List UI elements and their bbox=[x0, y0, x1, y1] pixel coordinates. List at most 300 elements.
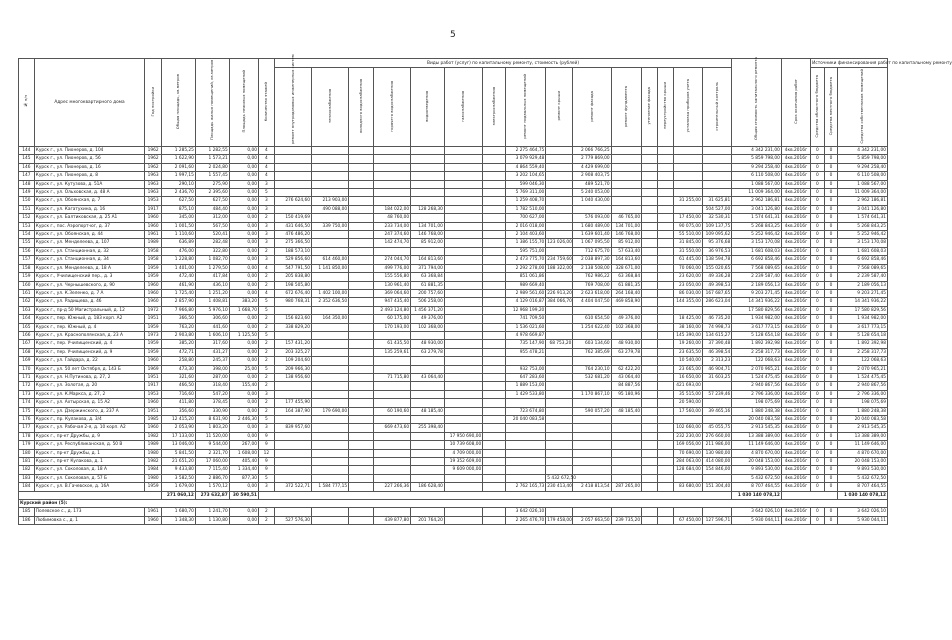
row-floors: 2 bbox=[258, 373, 274, 381]
table-row bbox=[19, 163, 888, 171]
row-source-owners: 6 110 508,00 bbox=[838, 172, 888, 180]
row-address: Любимовка с., д. 1 bbox=[34, 516, 144, 524]
row-work-cost bbox=[642, 373, 658, 381]
row-work-cost bbox=[657, 365, 673, 373]
row-work-cost: 23 620,00 bbox=[673, 273, 702, 281]
row-number: 162 bbox=[19, 298, 35, 306]
row-source-regional: 0 bbox=[811, 315, 825, 323]
row-work-cost bbox=[444, 474, 482, 482]
row-work-cost bbox=[444, 197, 482, 205]
row-work-cost bbox=[546, 373, 573, 381]
row-source-regional: 0 bbox=[811, 189, 825, 197]
row-term: 4кв.2016г bbox=[781, 432, 810, 440]
row-work-cost bbox=[483, 357, 506, 365]
table-row bbox=[19, 315, 888, 323]
row-work-cost bbox=[483, 222, 506, 230]
row-work-cost bbox=[411, 147, 445, 155]
table-row bbox=[19, 432, 888, 440]
row-area-total: 1 401,00 bbox=[162, 264, 196, 272]
row-work-cost bbox=[611, 432, 641, 440]
row-work-cost bbox=[311, 348, 348, 356]
row-source-regional: 0 bbox=[811, 516, 825, 524]
row-number: 148 bbox=[19, 180, 35, 188]
row-work-cost bbox=[546, 508, 573, 516]
header-floors bbox=[258, 59, 274, 147]
row-source-regional: 0 bbox=[811, 357, 825, 365]
row-work-cost: 45 055,75 bbox=[702, 424, 731, 432]
section-label: Курский район (5): bbox=[19, 500, 888, 508]
row-work-cost bbox=[483, 449, 506, 457]
row-work-cost bbox=[373, 163, 410, 171]
row-work-cost bbox=[483, 155, 506, 163]
row-work-cost bbox=[274, 172, 311, 180]
row-work-cost bbox=[444, 298, 482, 306]
row-work-cost bbox=[546, 222, 573, 230]
row-work-cost bbox=[274, 416, 311, 424]
row-area-nonliving: 1 125,50 bbox=[229, 331, 258, 339]
row-area-total: 290,10 bbox=[162, 180, 196, 188]
row-work-cost bbox=[657, 390, 673, 398]
row-work-cost bbox=[642, 516, 658, 524]
row-area-living: 9 544,00 bbox=[195, 441, 229, 449]
row-year: 1980 bbox=[145, 449, 162, 457]
row-source-local: 0 bbox=[824, 449, 838, 457]
row-area-total: 472,40 bbox=[162, 273, 196, 281]
row-work-cost bbox=[373, 441, 410, 449]
row-work-cost bbox=[349, 256, 374, 264]
row-area-total: 258,80 bbox=[162, 357, 196, 365]
header-works-group: Виды работ (услуг) по капитальному ремонту, стоимость (рублей) bbox=[274, 59, 732, 68]
row-work-cost: 3 202 104,65 bbox=[505, 172, 546, 180]
table-row bbox=[19, 264, 888, 272]
row-work-cost bbox=[483, 306, 506, 314]
row-address: Курск г., пер. Южный, д. 4 bbox=[34, 323, 144, 331]
row-work-cost bbox=[642, 298, 658, 306]
row-work-cost bbox=[311, 340, 348, 348]
row-work-cost: 338 829,20 bbox=[274, 323, 311, 331]
row-term: 4кв.2016г bbox=[781, 189, 810, 197]
row-work-cost bbox=[546, 306, 573, 314]
row-work-cost: 239 735,20 bbox=[611, 516, 641, 524]
row-area-living: 312,00 bbox=[195, 214, 229, 222]
row-area-total: 461,90 bbox=[162, 281, 196, 289]
table-row bbox=[19, 214, 888, 222]
row-work-cost bbox=[505, 458, 546, 466]
header-area-nonliving-label: Площадь нежилых помещений bbox=[240, 70, 246, 133]
header-work-label: газоснабжения bbox=[460, 90, 466, 122]
row-work-cost bbox=[546, 189, 573, 197]
row-work-cost bbox=[483, 516, 506, 524]
row-total-cost: 1 681 608,03 bbox=[732, 247, 782, 255]
row-work-cost bbox=[546, 416, 573, 424]
row-floors: 2 bbox=[258, 273, 274, 281]
row-work-cost bbox=[702, 508, 731, 516]
row-work-cost: 4 429 699,00 bbox=[573, 163, 611, 171]
row-work-cost: 2 352 636,50 bbox=[311, 298, 348, 306]
row-address: Курск г., ул. 50 лет Октября, д. 143 Б bbox=[34, 365, 144, 373]
row-source-regional: 0 bbox=[811, 331, 825, 339]
row-work-cost bbox=[483, 416, 506, 424]
row-work-cost bbox=[657, 340, 673, 348]
row-work-cost bbox=[546, 357, 573, 365]
row-work-cost bbox=[483, 340, 506, 348]
table-row bbox=[19, 449, 888, 457]
row-total-cost: 4 870 670,00 bbox=[732, 449, 782, 457]
row-work-cost: 95 376,68 bbox=[702, 239, 731, 247]
row-work-cost: 63 279,78 bbox=[611, 348, 641, 356]
row-term: 4кв.2016г bbox=[781, 222, 810, 230]
row-year: 1951 bbox=[145, 373, 162, 381]
row-term: 4кв.2016г bbox=[781, 357, 810, 365]
row-floors: 5 bbox=[258, 365, 274, 373]
row-year: 1959 bbox=[145, 323, 162, 331]
row-work-cost bbox=[274, 147, 311, 155]
row-source-local: 0 bbox=[824, 407, 838, 415]
row-work-cost bbox=[657, 357, 673, 365]
row-area-total: 627,50 bbox=[162, 197, 196, 205]
row-area-living: 484,40 bbox=[195, 205, 229, 213]
row-area-living: 2 321,70 bbox=[195, 449, 229, 457]
row-work-cost bbox=[642, 189, 658, 197]
row-work-cost bbox=[611, 197, 641, 205]
row-work-cost bbox=[611, 357, 641, 365]
row-area-total: 345,00 bbox=[162, 214, 196, 222]
table-row bbox=[19, 424, 888, 432]
row-work-cost bbox=[573, 508, 611, 516]
row-work-cost bbox=[373, 390, 410, 398]
row-source-regional: 0 bbox=[811, 222, 825, 230]
row-work-cost bbox=[274, 189, 311, 197]
table-row bbox=[19, 348, 888, 356]
row-work-cost bbox=[657, 306, 673, 314]
row-work-cost bbox=[642, 483, 658, 491]
row-total-cost: 3 617 773,15 bbox=[732, 323, 782, 331]
row-year: 1960 bbox=[145, 281, 162, 289]
row-work-cost bbox=[673, 172, 702, 180]
row-floors: 2 bbox=[258, 348, 274, 356]
row-work-cost bbox=[611, 474, 641, 482]
total-area-nonliving: 30 590,51 bbox=[229, 491, 258, 499]
row-work-cost: 68 753,20 bbox=[546, 340, 573, 348]
row-address: Курск г., ул. Менделеева, д. 107 bbox=[34, 239, 144, 247]
row-area-total: 472,71 bbox=[162, 348, 196, 356]
row-work-cost bbox=[642, 399, 658, 407]
row-work-cost bbox=[373, 247, 410, 255]
header-total-cost-label: Общая стоимость капитального ремонта bbox=[753, 56, 759, 140]
row-source-owners: 122 068,63 bbox=[838, 357, 888, 365]
row-area-total: 466,50 bbox=[162, 382, 196, 390]
row-source-local: 0 bbox=[824, 163, 838, 171]
row-work-cost: 1 639 601,40 bbox=[573, 231, 611, 239]
row-work-cost: 610 654,50 bbox=[573, 315, 611, 323]
row-work-cost bbox=[411, 474, 445, 482]
row-area-total: 1 348,30 bbox=[162, 516, 196, 524]
row-source-local: 0 bbox=[824, 289, 838, 297]
row-year: 1982 bbox=[145, 458, 162, 466]
row-source-owners: 2 940 867,56 bbox=[838, 382, 888, 390]
row-floors: 3 bbox=[258, 205, 274, 213]
row-work-cost bbox=[349, 441, 374, 449]
row-work-cost: 90 075,00 bbox=[673, 222, 702, 230]
row-work-cost: 762 986,22 bbox=[573, 273, 611, 281]
row-work-cost bbox=[483, 214, 506, 222]
row-address: Курск г., ул. Рабочая 2-я, д. 10 корп. А2 bbox=[34, 424, 144, 432]
row-work-cost bbox=[611, 155, 641, 163]
row-work-cost bbox=[349, 432, 374, 440]
row-term: 4кв.2016г bbox=[781, 197, 810, 205]
row-total-cost: 2 796 336,00 bbox=[732, 390, 782, 398]
row-work-cost: 31 550,00 bbox=[673, 247, 702, 255]
row-work-cost: 2 908 403,75 bbox=[573, 172, 611, 180]
row-area-total: 2 053,90 bbox=[162, 424, 196, 432]
row-work-cost bbox=[483, 399, 506, 407]
row-work-cost bbox=[311, 163, 348, 171]
row-area-living: 275,90 bbox=[195, 180, 229, 188]
row-total-cost: 4 342 231,00 bbox=[732, 147, 782, 155]
row-work-cost: 67 450,00 bbox=[673, 516, 702, 524]
row-work-cost: 20 590,00 bbox=[673, 399, 702, 407]
row-source-regional: 0 bbox=[811, 231, 825, 239]
row-source-regional: 0 bbox=[811, 424, 825, 432]
row-area-living: 627,50 bbox=[195, 197, 229, 205]
row-work-cost: 712 675,70 bbox=[573, 247, 611, 255]
row-work-cost: 83 680,00 bbox=[673, 483, 702, 491]
row-work-cost: 184 022,00 bbox=[373, 205, 410, 213]
total-owners: 1 030 140 078,12 bbox=[838, 491, 888, 499]
row-work-cost: 134 615,27 bbox=[702, 331, 731, 339]
row-work-cost bbox=[657, 147, 673, 155]
row-work-cost: 276 624,60 bbox=[274, 197, 311, 205]
row-work-cost bbox=[411, 189, 445, 197]
row-work-cost bbox=[411, 163, 445, 171]
row-work-cost: 2 418 813,54 bbox=[573, 483, 611, 491]
row-work-cost bbox=[702, 180, 731, 188]
row-total-cost: 13 388 389,00 bbox=[732, 432, 782, 440]
row-work-cost bbox=[611, 163, 641, 171]
row-work-cost bbox=[642, 281, 658, 289]
row-work-cost bbox=[642, 407, 658, 415]
table-row bbox=[19, 231, 888, 239]
row-work-cost bbox=[311, 365, 348, 373]
row-work-cost: 17 560,00 bbox=[673, 407, 702, 415]
row-work-cost bbox=[311, 416, 348, 424]
row-work-cost bbox=[483, 365, 506, 373]
row-floors: 4 bbox=[258, 172, 274, 180]
row-work-cost: 233 734,00 bbox=[373, 222, 410, 230]
row-work-cost bbox=[546, 273, 573, 281]
row-work-cost: 201 764,20 bbox=[411, 516, 445, 524]
row-work-cost: 48 930,00 bbox=[411, 340, 445, 348]
row-work-cost bbox=[611, 466, 641, 474]
row-area-living: 2 024,80 bbox=[195, 163, 229, 171]
row-area-nonliving: 0,00 bbox=[229, 432, 258, 440]
empty-cell bbox=[19, 491, 162, 499]
row-work-cost: 32 530,31 bbox=[702, 214, 731, 222]
row-year: 1961 bbox=[145, 231, 162, 239]
header-work-label: ремонт внутридомовых инженерных систем bbox=[289, 54, 295, 144]
row-work-cost bbox=[349, 466, 374, 474]
row-work-cost bbox=[274, 331, 311, 339]
table-row bbox=[19, 289, 888, 297]
header-address: Адрес многоквартирного дома bbox=[34, 59, 144, 147]
row-work-cost bbox=[673, 189, 702, 197]
row-address: Курск г., ул. Н.Путинова, д. 27, 2 bbox=[34, 373, 144, 381]
row-work-cost bbox=[444, 273, 482, 281]
row-work-cost: 155 556,80 bbox=[373, 273, 410, 281]
row-source-owners: 5 930 044,11 bbox=[838, 516, 888, 524]
row-total-cost: 8 707 464,55 bbox=[732, 483, 782, 491]
row-address: Курск г., ул. Золотая, д. 20 bbox=[34, 382, 144, 390]
capital-repair-table bbox=[18, 54, 952, 525]
row-total-cost: 5 859 798,00 bbox=[732, 155, 782, 163]
row-work-cost bbox=[349, 382, 374, 390]
row-work-cost bbox=[611, 508, 641, 516]
row-work-cost bbox=[702, 155, 731, 163]
row-work-cost bbox=[274, 306, 311, 314]
row-area-nonliving: 0,00 bbox=[229, 147, 258, 155]
row-work-cost bbox=[546, 441, 573, 449]
row-work-cost bbox=[573, 432, 611, 440]
row-source-regional: 0 bbox=[811, 247, 825, 255]
table-row bbox=[19, 399, 888, 407]
row-total-cost: 20 048 153,00 bbox=[732, 458, 782, 466]
table-row bbox=[19, 441, 888, 449]
row-address: Курск г., ул. Обоянская, д. 7 bbox=[34, 197, 144, 205]
row-work-cost: 1 040 430,00 bbox=[573, 197, 611, 205]
row-work-cost bbox=[349, 214, 374, 222]
row-floors: 4 bbox=[258, 155, 274, 163]
row-floors: 4 bbox=[258, 264, 274, 272]
table-row bbox=[19, 222, 888, 230]
row-work-cost: 203 325,27 bbox=[274, 348, 311, 356]
row-work-cost bbox=[657, 323, 673, 331]
row-source-local: 0 bbox=[824, 180, 838, 188]
table-row bbox=[19, 474, 888, 482]
row-area-living: 441,60 bbox=[195, 323, 229, 331]
row-area-nonliving: 0,00 bbox=[229, 231, 258, 239]
row-work-cost: 275 366,50 bbox=[274, 239, 311, 247]
row-address: Курск г., ул. В.Гачевское, д. 16А bbox=[34, 483, 144, 491]
row-work-cost bbox=[274, 466, 311, 474]
table-row bbox=[19, 365, 888, 373]
header-term-label: Срок окончания работ bbox=[792, 79, 798, 124]
row-area-living: 5 976,10 bbox=[195, 306, 229, 314]
row-work-cost: 142 474,70 bbox=[373, 239, 410, 247]
table-row bbox=[19, 298, 888, 306]
row-work-cost bbox=[546, 348, 573, 356]
row-number: 179 bbox=[19, 441, 35, 449]
row-area-nonliving: 405,40 bbox=[229, 458, 258, 466]
row-work-cost: 138 594,78 bbox=[702, 256, 731, 264]
row-area-total: 1 725,40 bbox=[162, 289, 196, 297]
row-work-cost bbox=[373, 416, 410, 424]
row-work-cost bbox=[483, 298, 506, 306]
row-source-local: 0 bbox=[824, 432, 838, 440]
row-floors: 12 bbox=[258, 449, 274, 457]
row-source-regional: 0 bbox=[811, 416, 825, 424]
row-area-total: 1 680,70 bbox=[162, 508, 196, 516]
row-work-cost bbox=[411, 416, 445, 424]
row-work-cost bbox=[444, 231, 482, 239]
row-work-cost bbox=[505, 399, 546, 407]
row-work-cost bbox=[483, 432, 506, 440]
header-work-0 bbox=[274, 54, 311, 147]
row-term: 4кв.2016г bbox=[781, 474, 810, 482]
row-work-cost bbox=[611, 172, 641, 180]
table-row bbox=[19, 323, 888, 331]
row-work-cost: 86 030,00 bbox=[673, 289, 702, 297]
row-work-cost bbox=[274, 382, 311, 390]
row-work-cost bbox=[311, 331, 348, 339]
row-area-total: 7 966,80 bbox=[162, 306, 196, 314]
row-work-cost: 167 687,65 bbox=[702, 289, 731, 297]
row-source-owners: 9 203 271,45 bbox=[838, 289, 888, 297]
table-header bbox=[19, 54, 952, 147]
row-work-cost: 1 889 153,00 bbox=[505, 382, 546, 390]
row-work-cost bbox=[311, 474, 348, 482]
row-work-cost bbox=[657, 172, 673, 180]
row-work-cost bbox=[483, 458, 506, 466]
row-floors: 5 bbox=[258, 331, 274, 339]
row-work-cost bbox=[657, 474, 673, 482]
row-work-cost bbox=[311, 189, 348, 197]
row-work-cost bbox=[349, 273, 374, 281]
row-work-cost bbox=[444, 289, 482, 297]
row-source-regional: 0 bbox=[811, 449, 825, 457]
row-area-total: 3 582,50 bbox=[162, 474, 196, 482]
row-area-total: 1 679,00 bbox=[162, 483, 196, 491]
row-work-cost bbox=[311, 281, 348, 289]
row-address: Курск г., ул. Пионеров, д. 16 bbox=[34, 163, 144, 171]
row-work-cost: 37 390,48 bbox=[702, 340, 731, 348]
total-area-living: 273 632,87 bbox=[195, 491, 229, 499]
row-work-cost bbox=[657, 197, 673, 205]
row-work-cost bbox=[444, 155, 482, 163]
row-floors: 9 bbox=[258, 466, 274, 474]
row-area-nonliving: 0,00 bbox=[229, 373, 258, 381]
row-work-cost: 504 527,00 bbox=[702, 205, 731, 213]
row-area-living: 1 241,70 bbox=[195, 508, 229, 516]
row-work-cost: 130 980,00 bbox=[702, 449, 731, 457]
row-year: 1989 bbox=[145, 239, 162, 247]
row-year: 1960 bbox=[145, 357, 162, 365]
row-source-owners: 1 574 641,31 bbox=[838, 214, 888, 222]
row-address: Курск г., пр-кт Дружбы, д. 1 bbox=[34, 449, 144, 457]
row-source-local: 0 bbox=[824, 390, 838, 398]
row-work-cost: 23 050,00 bbox=[673, 281, 702, 289]
row-work-cost bbox=[611, 331, 641, 339]
header-work-label: теплоснабжения bbox=[326, 88, 332, 123]
row-source-regional: 0 bbox=[811, 197, 825, 205]
row-total-cost: 198 075,69 bbox=[732, 399, 782, 407]
row-number: 157 bbox=[19, 256, 35, 264]
row-source-local: 0 bbox=[824, 256, 838, 264]
row-work-cost bbox=[274, 432, 311, 440]
row-work-cost bbox=[642, 172, 658, 180]
row-work-cost: 369 064,60 bbox=[373, 289, 410, 297]
row-source-owners: 2 258 317,73 bbox=[838, 348, 888, 356]
row-source-regional: 0 bbox=[811, 508, 825, 516]
row-work-cost bbox=[444, 424, 482, 432]
table-row bbox=[19, 155, 888, 163]
row-work-cost: 49 336,28 bbox=[702, 273, 731, 281]
row-area-living: 318,40 bbox=[195, 382, 229, 390]
row-work-cost: 198 505,80 bbox=[274, 281, 311, 289]
row-term: 4кв.2016г bbox=[781, 315, 810, 323]
row-work-cost: 590 057,20 bbox=[573, 407, 611, 415]
row-work-cost: 186 628,40 bbox=[411, 483, 445, 491]
row-work-cost: 145 390,00 bbox=[673, 331, 702, 339]
